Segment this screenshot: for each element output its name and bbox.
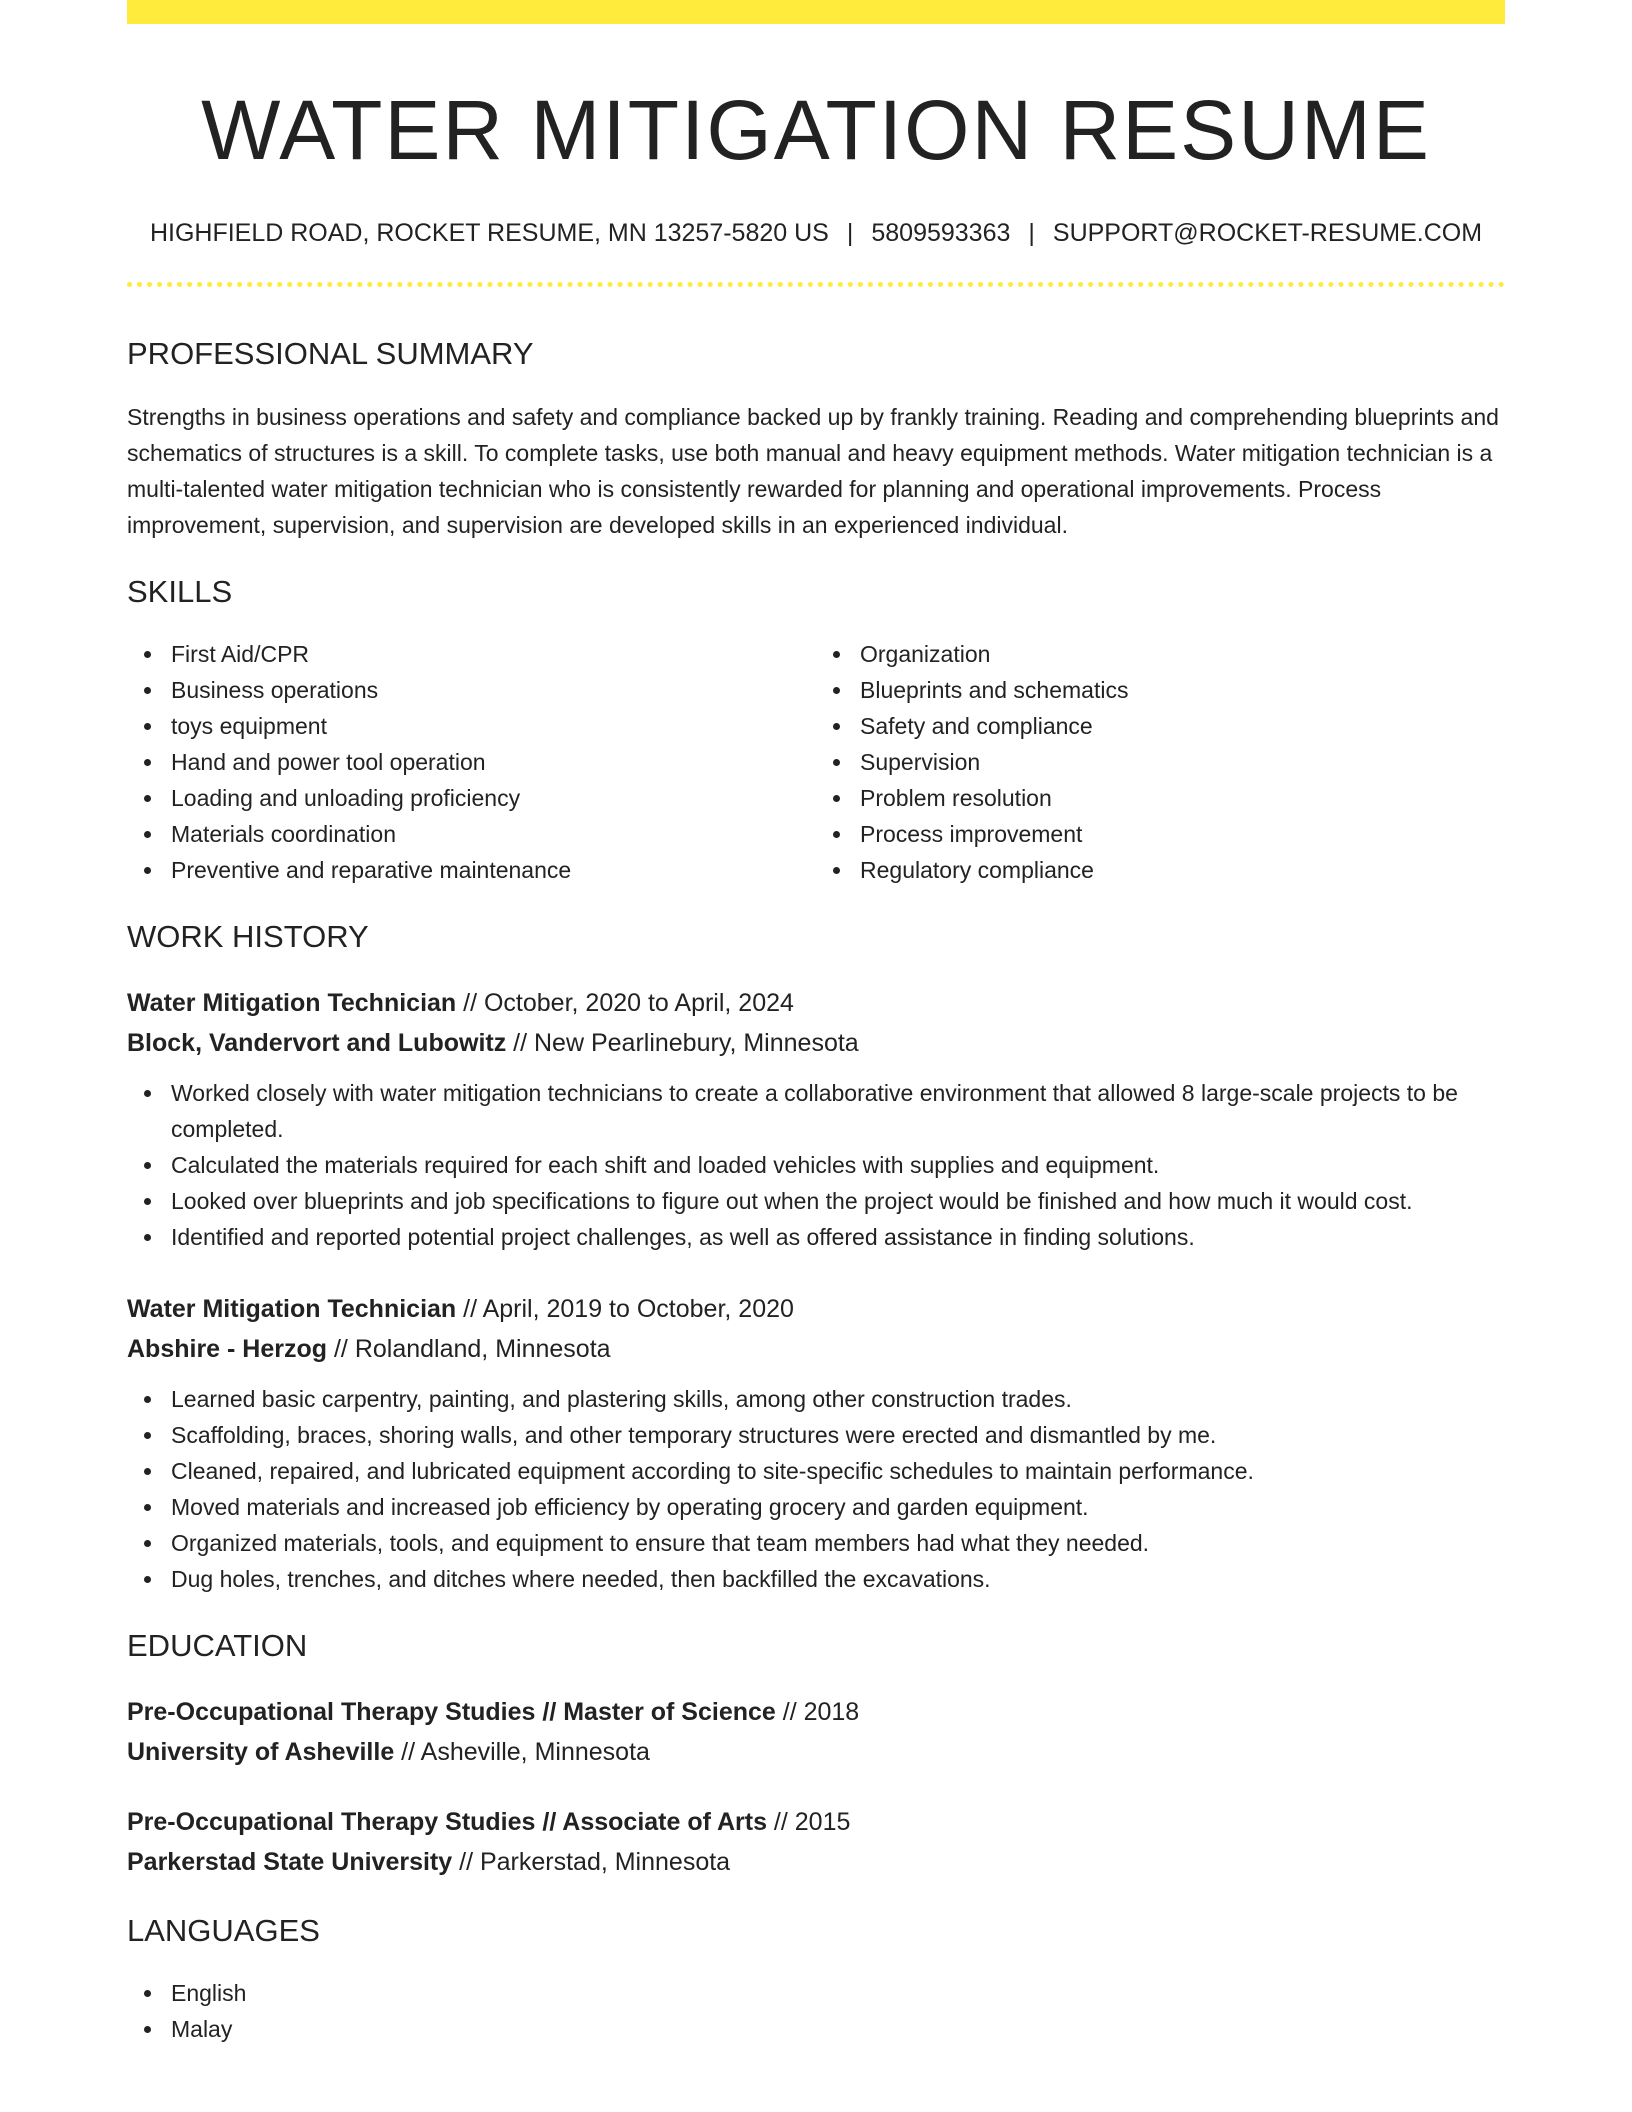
skills-section: [127, 573, 1505, 888]
contact-phone: 5809593363: [871, 219, 1011, 248]
job-company-line: [127, 1023, 1505, 1063]
job-entry: [127, 983, 1505, 1255]
list-item: Process improvement: [860, 816, 1505, 852]
job-company-line: [127, 1329, 1505, 1369]
summary-section: [127, 335, 1505, 542]
contact-address: HIGHFIELD ROAD, ROCKET RESUME, MN 13257-5820 US: [149, 219, 829, 248]
summary-text: Strengths in business operations and safety and compliance backed up by frankly training. Reading and comprehending blueprints and schematics of structures is a skill. To complete tasks, use both manual and heavy equipment methods. Water mitigation technician is a multi-talented water mitigation technician who is consistently rewarded for planning and operational improvements. Process improvement, supervision, and supervision are developed skills in an experienced individual.: [127, 403, 1499, 538]
education-heading: EDUCATION: [127, 1627, 308, 1663]
job-title-line: [127, 1289, 1505, 1329]
education-section: [127, 1627, 1505, 1882]
list-item: Materials coordination: [171, 816, 816, 852]
skills-grid: [127, 636, 1505, 888]
list-item: English: [171, 1975, 1505, 2011]
job-title: Water Mitigation Technician: [127, 1294, 457, 1323]
degree-line: [127, 1692, 1505, 1732]
job-title-line: [127, 983, 1505, 1023]
list-item: Scaffolding, braces, shoring walls, and other temporary structures were erected and dismantled by me.: [171, 1417, 1505, 1453]
list-item: First Aid/CPR: [171, 636, 816, 672]
skills-list-right: [816, 636, 1505, 888]
list-item: Organized materials, tools, and equipment to ensure that team members had what they needed.: [171, 1525, 1505, 1561]
list-item: Preventive and reparative maintenance: [171, 852, 816, 888]
list-item: Learned basic carpentry, painting, and plastering skills, among other construction trades.: [171, 1381, 1505, 1417]
languages-section: [127, 1912, 1505, 2047]
job-company: Abshire - Herzog: [127, 1334, 328, 1363]
job-entry: [127, 1289, 1505, 1597]
contact-line: [127, 218, 1505, 248]
school: Parkerstad State University: [127, 1848, 453, 1877]
school-location: // Parkerstad, Minnesota: [452, 1848, 731, 1877]
list-item: toys equipment: [171, 708, 816, 744]
job-dates: // October, 2020 to April, 2024: [456, 988, 794, 1017]
list-item: Dug holes, trenches, and ditches where needed, then backfilled the excavations.: [171, 1561, 1505, 1597]
list-item: Malay: [171, 2011, 1505, 2047]
job-dates: // April, 2019 to October, 2020: [456, 1294, 794, 1323]
dotted-divider: [127, 282, 1505, 287]
job-title: Water Mitigation Technician: [127, 988, 457, 1017]
list-item: Business operations: [171, 672, 816, 708]
list-item: Moved materials and increased job efficiency by operating grocery and garden equipment.: [171, 1489, 1505, 1525]
work-section: [127, 918, 1505, 1597]
list-item: Identified and reported potential project challenges, as well as offered assistance in finding solutions.: [171, 1219, 1505, 1255]
skills-heading: SKILLS: [127, 573, 233, 609]
degree-year: // 2015: [766, 1808, 851, 1837]
contact-email: SUPPORT@ROCKET-RESUME.COM: [1052, 219, 1483, 248]
contact-separator: |: [1028, 219, 1035, 248]
list-item: Hand and power tool operation: [171, 744, 816, 780]
list-item: Blueprints and schematics: [860, 672, 1505, 708]
degree-year: // 2018: [775, 1698, 860, 1727]
list-item: Regulatory compliance: [860, 852, 1505, 888]
list-item: Safety and compliance: [860, 708, 1505, 744]
job-location: // New Pearlinebury, Minnesota: [506, 1028, 859, 1057]
languages-list: [127, 1975, 1505, 2047]
job-bullets: [127, 1381, 1505, 1597]
school-line: [127, 1732, 1505, 1772]
job-bullets: [127, 1075, 1505, 1255]
resume-title: WATER MITIGATION RESUME: [201, 83, 1431, 177]
degree: Pre-Occupational Therapy Studies // Master of Science: [127, 1698, 776, 1727]
resume-page: [127, 0, 1505, 2047]
list-item: Loading and unloading proficiency: [171, 780, 816, 816]
education-entry: [127, 1692, 1505, 1772]
list-item: Problem resolution: [860, 780, 1505, 816]
list-item: Calculated the materials required for each shift and loaded vehicles with supplies and equipment.: [171, 1147, 1505, 1183]
list-item: Worked closely with water mitigation technicians to create a collaborative environment that allowed 8 large-scale projects to be completed.: [171, 1075, 1505, 1147]
school-location: // Asheville, Minnesota: [394, 1738, 650, 1767]
job-location: // Rolandland, Minnesota: [327, 1334, 611, 1363]
list-item: Supervision: [860, 744, 1505, 780]
school-line: [127, 1842, 1505, 1882]
list-item: Organization: [860, 636, 1505, 672]
accent-top-bar: [127, 0, 1505, 24]
list-item: Cleaned, repaired, and lubricated equipment according to site-specific schedules to maintain performance.: [171, 1453, 1505, 1489]
contact-separator: |: [846, 219, 854, 248]
skills-list-left: [127, 636, 816, 888]
degree-line: [127, 1802, 1505, 1842]
list-item: Looked over blueprints and job specifications to figure out when the project would be finished and how much it would cost.: [171, 1183, 1505, 1219]
school: University of Asheville: [127, 1738, 395, 1767]
job-company: Block, Vandervort and Lubowitz: [127, 1028, 507, 1057]
work-heading: WORK HISTORY: [127, 918, 369, 954]
languages-heading: LANGUAGES: [127, 1913, 320, 1949]
summary-heading: PROFESSIONAL SUMMARY: [127, 336, 534, 372]
education-entry: [127, 1802, 1505, 1882]
degree: Pre-Occupational Therapy Studies // Associate of Arts: [127, 1808, 767, 1837]
